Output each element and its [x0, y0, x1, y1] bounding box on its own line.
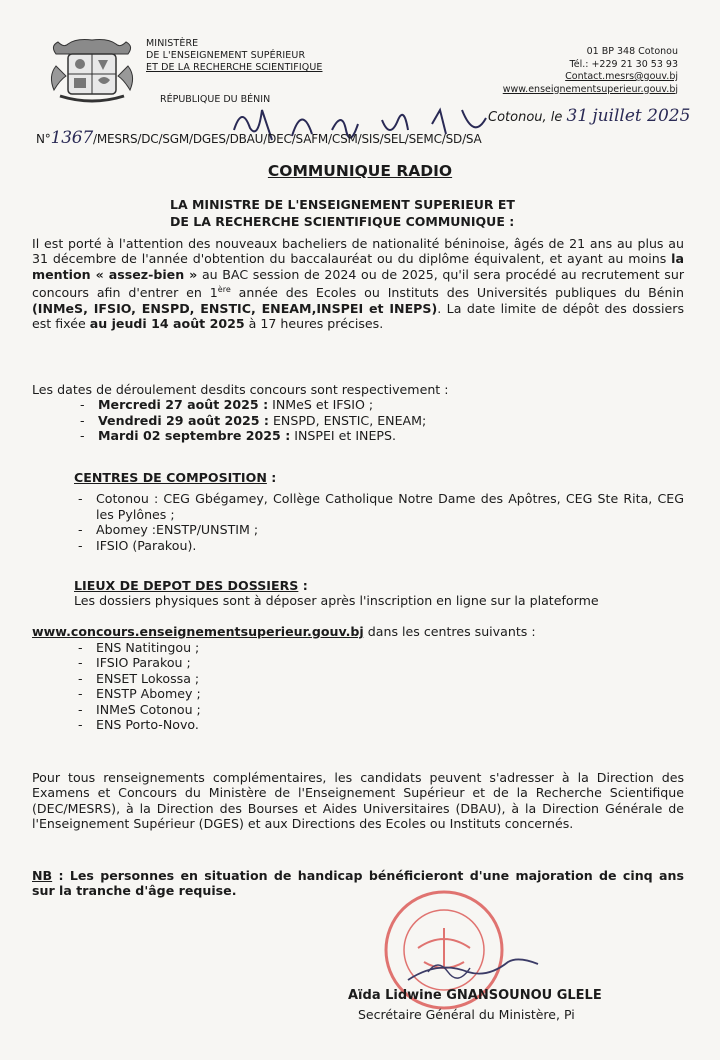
intro-schools: (INMeS, IFSIO, ENSPD, ENSTIC, ENEAM,INSPEI et INEPS): [32, 300, 438, 316]
nb-paragraph: [32, 868, 684, 899]
depot-url-line: [32, 624, 684, 639]
reference-prefix: N°: [36, 132, 51, 146]
document-subtitle: [170, 196, 515, 230]
date-day: 31: [566, 106, 589, 126]
signatory-role: Secrétaire Général du Ministère, Pi: [358, 1007, 575, 1022]
list-item: - IFSIO (Parakou).: [74, 538, 684, 553]
list-item: - ENS Natitingou ;: [74, 640, 684, 655]
ministry-line-1: MINISTÈRE: [146, 38, 199, 49]
website-link[interactable]: www.enseignementsuperieur.gouv.bj: [502, 83, 678, 95]
depot-heading: [74, 578, 684, 609]
depot-after-text: dans les centres suivants :: [363, 624, 536, 639]
list-item: - Abomey :ENSTP/UNSTIM ;: [74, 522, 684, 537]
dates-section: [32, 382, 684, 444]
ministry-line-2: DE L'ENSEIGNEMENT SUPÉRIEUR: [146, 50, 306, 61]
nb-text: : Les personnes en situation de handicap bénéficieront d'une majoration de cinq ans sur la tranche d'âge requise.: [32, 868, 684, 899]
contact-email[interactable]: Contact.mesrs@gouv.bj: [565, 71, 678, 82]
exam-schools: INSPEI et INEPS.: [290, 428, 397, 444]
info-paragraph: Pour tous renseignements complémentaires, les candidats peuvent s'adresser à la Direction des Examens et Concours du Ministère de l'Enseignement Supérieur et de la Recherche Scientifique (DEC/MESRS), à la Direction des Bourses et Aides Universitaires (DBAU), à la Direction Générale de l'Enseignement Supérieur (DGES) et aux Directions des Ecoles ou Instituts concernés.: [32, 770, 684, 832]
intro-text-5: à 17 heures précises.: [244, 316, 384, 332]
exam-date: Mercredi 27 août 2025 :: [98, 397, 269, 413]
list-item: - INMeS Cotonou ;: [74, 702, 684, 717]
depot-colon: :: [298, 578, 308, 593]
document-title: COMMUNIQUE RADIO: [267, 162, 453, 180]
intro-deadline: au jeudi 14 août 2025: [89, 316, 245, 332]
nb-label: NB: [32, 868, 53, 883]
reference-number: [36, 128, 482, 148]
centres-title: CENTRES DE COMPOSITION: [74, 470, 267, 485]
intro-paragraph: [32, 236, 684, 332]
intro-superscript: ère: [217, 285, 231, 295]
document-date: [488, 106, 690, 126]
list-item: - ENSET Lokossa ;: [74, 671, 684, 686]
coat-of-arms-emblem: [46, 36, 138, 108]
list-item: [76, 397, 684, 412]
exam-schools: ENSPD, ENSTIC, ENEAM;: [268, 412, 427, 428]
list-item: - ENS Porto-Novo.: [74, 717, 684, 732]
concours-url-link[interactable]: www.concours.enseignementsuperieur.gouv.bj: [32, 624, 364, 639]
intro-text-1: Il est porté à l'attention des nouveaux bacheliers de nationalité béninoise, âgés de 21 ans au plus au 31 décembre de l'année d'obtention du baccalauréat ou du diplôme équivalent, et ayant au moins: [32, 236, 684, 267]
list-item: - Cotonou : CEG Gbégamey, Collège Catholique Notre Dame des Apôtres, CEG Ste Rita, CEG les Pylônes ;: [74, 491, 684, 522]
contact-block: [503, 46, 678, 96]
exam-date: Mardi 02 septembre 2025 :: [98, 428, 291, 444]
list-item: [76, 413, 684, 428]
signatory-name: Aïda Lidwine GNANSOUNOU GLELE: [348, 988, 602, 1003]
depot-list: [74, 640, 684, 732]
subtitle-line-1: LA MINISTRE DE L'ENSEIGNEMENT SUPERIEUR ET: [170, 197, 515, 212]
phone-number: Tél.: +229 21 30 53 93: [569, 58, 678, 70]
reference-path: /MESRS/DC/SGM/DGES/DBAU/DEC/SAFM/CSM/SIS/SEL/SEMC/SD/SA: [93, 132, 482, 146]
republic-name: RÉPUBLIQUE DU BÉNIN: [160, 94, 271, 105]
list-item: [76, 428, 684, 443]
intro-text-4: . La date limite de dépôt des dossiers est fixée: [32, 300, 685, 332]
intro-text-3: année des Ecoles ou Instituts des Universités publiques du Bénin: [230, 285, 684, 301]
list-item: - IFSIO Parakou ;: [74, 655, 684, 670]
exam-schools: INMeS et IFSIO ;: [268, 397, 374, 413]
date-place: Cotonou, le: [488, 110, 563, 125]
centres-colon: :: [266, 470, 277, 485]
intro-text-2: au BAC session de 2024 ou de 2025, qu'il sera procédé au recrutement sur concours afin d'entrer en 1: [32, 266, 684, 301]
depot-intro: Les dossiers physiques sont à déposer après l'inscription en ligne sur la plateforme: [74, 593, 599, 609]
depot-list-section: [74, 640, 684, 732]
intro-mention: la mention « assez-bien »: [32, 251, 684, 282]
dates-intro: Les dates de déroulement desdits concours sont respectivement :: [32, 382, 449, 397]
centres-heading: [74, 470, 684, 485]
subtitle-line-2: DE LA RECHERCHE SCIENTIFIQUE COMMUNIQUE :: [170, 214, 515, 229]
depot-title: LIEUX DE DEPOT DES DOSSIERS: [74, 578, 299, 593]
reference-handwritten-number: 1367: [50, 128, 94, 148]
date-month-year: juillet 2025: [592, 106, 691, 126]
ministry-line-3: ET DE LA RECHERCHE SCIENTIFIQUE: [146, 62, 323, 73]
ministry-name: [146, 38, 322, 74]
exam-date: Vendredi 29 août 2025 :: [98, 412, 269, 428]
postal-address: 01 BP 348 Cotonou: [586, 46, 678, 57]
centres-list: [74, 491, 684, 553]
centres-section: [74, 470, 684, 553]
dates-list: [76, 397, 684, 443]
list-item: - ENSTP Abomey ;: [74, 686, 684, 701]
